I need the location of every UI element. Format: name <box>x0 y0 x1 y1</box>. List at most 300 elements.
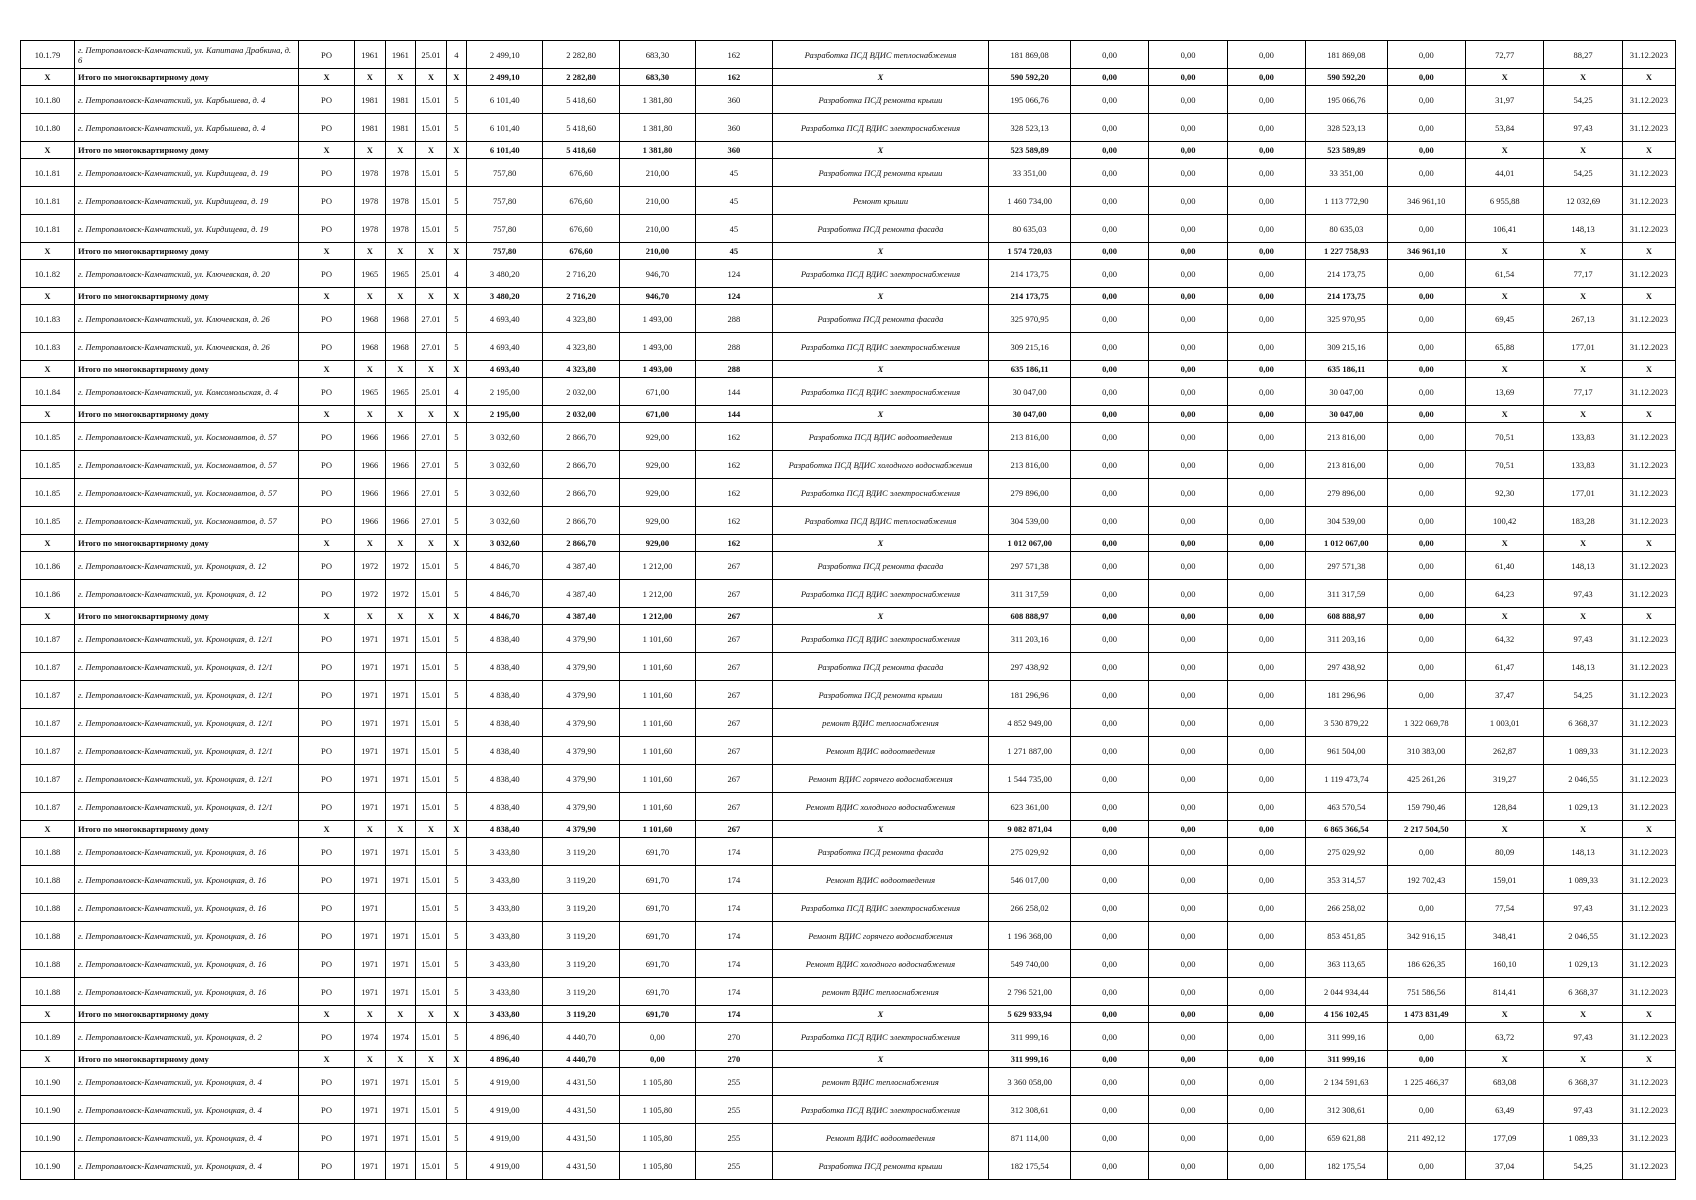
table-cell: 6 368,37 <box>1544 1068 1622 1096</box>
table-cell: 255 <box>696 1124 772 1152</box>
table-cell: 309 215,16 <box>1306 333 1387 361</box>
table-cell: X <box>385 69 416 86</box>
address-cell: г. Петропавловск-Камчатский, ул. Капитана Драбкина, д. 6 <box>74 41 298 69</box>
table-cell: 310 383,00 <box>1387 737 1465 765</box>
table-cell: 1 029,13 <box>1544 793 1622 821</box>
table-cell: РО <box>299 159 355 187</box>
table-cell: 0,00 <box>1387 507 1465 535</box>
table-cell: 25.01 <box>416 41 447 69</box>
table-cell: 15.01 <box>416 922 447 950</box>
table-cell: 0,00 <box>1070 838 1148 866</box>
table-cell: 15.01 <box>416 894 447 922</box>
table-cell: 174 <box>696 894 772 922</box>
table-row <box>21 625 1676 653</box>
table-cell: 0,00 <box>1070 681 1148 709</box>
table-cell: 270 <box>696 1051 772 1068</box>
table-cell: 0,00 <box>1149 288 1227 305</box>
table-cell: X <box>416 361 447 378</box>
table-cell: 1971 <box>385 866 416 894</box>
table-cell: РО <box>299 1023 355 1051</box>
table-cell: 1 101,60 <box>619 821 695 838</box>
table-cell: 27.01 <box>416 423 447 451</box>
table-cell: 0,00 <box>1070 821 1148 838</box>
table-cell: 70,51 <box>1466 423 1544 451</box>
table-cell: 0,00 <box>1227 507 1305 535</box>
table-cell: 3 032,60 <box>467 507 543 535</box>
table-cell: X <box>355 1006 386 1023</box>
subtotal-row <box>21 69 1676 86</box>
table-cell: 288 <box>696 361 772 378</box>
table-cell: 5 <box>446 507 466 535</box>
table-cell: X <box>416 535 447 552</box>
table-cell: X <box>446 142 466 159</box>
table-cell: 0,00 <box>1387 1152 1465 1180</box>
deadline-cell: X <box>1622 535 1675 552</box>
table-cell: 1968 <box>385 305 416 333</box>
table-cell: РО <box>299 451 355 479</box>
table-cell: 0,00 <box>1227 1152 1305 1180</box>
table-cell: 15.01 <box>416 765 447 793</box>
table-cell: 5 <box>446 552 466 580</box>
table-cell: X <box>1466 69 1544 86</box>
table-cell: 5 <box>446 922 466 950</box>
table-cell: X <box>1544 69 1622 86</box>
table-cell: 15.01 <box>416 737 447 765</box>
work-type-cell: ремонт ВДИС теплоснабжения <box>772 1068 989 1096</box>
deadline-cell: 31.12.2023 <box>1622 894 1675 922</box>
table-cell: 1971 <box>355 737 386 765</box>
table-cell: 2 796 521,00 <box>989 978 1070 1006</box>
table-cell: 37,04 <box>1466 1152 1544 1180</box>
table-cell: 1 381,80 <box>619 114 695 142</box>
table-cell: 162 <box>696 69 772 86</box>
table-cell: РО <box>299 793 355 821</box>
subtotal-row <box>21 1006 1676 1023</box>
table-cell: 4 693,40 <box>467 333 543 361</box>
table-cell: 1974 <box>385 1023 416 1051</box>
table-cell: X <box>385 1006 416 1023</box>
row-number-cell: 10.1.87 <box>21 737 75 765</box>
table-row <box>21 1096 1676 1124</box>
table-cell: 0,00 <box>1070 1096 1148 1124</box>
table-cell: X <box>416 1006 447 1023</box>
table-cell: 61,47 <box>1466 653 1544 681</box>
table-cell: X <box>355 288 386 305</box>
table-cell: X <box>299 69 355 86</box>
table-cell: X <box>385 535 416 552</box>
subtotal-label-cell: Итого по многоквартирному дому <box>74 406 298 423</box>
deadline-cell: 31.12.2023 <box>1622 681 1675 709</box>
row-number-cell: 10.1.89 <box>21 1023 75 1051</box>
table-cell: 297 438,92 <box>1306 653 1387 681</box>
table-cell: 1972 <box>385 580 416 608</box>
table-cell: 80 635,03 <box>1306 215 1387 243</box>
table-cell: 0,00 <box>1227 215 1305 243</box>
table-cell: 3 119,20 <box>543 866 619 894</box>
table-row <box>21 333 1676 361</box>
table-cell: 124 <box>696 260 772 288</box>
table-cell: 4 693,40 <box>467 305 543 333</box>
table-row <box>21 866 1676 894</box>
table-cell: 0,00 <box>1387 1023 1465 1051</box>
table-cell: 683,30 <box>619 69 695 86</box>
subtotal-row <box>21 361 1676 378</box>
table-cell: X <box>1544 821 1622 838</box>
table-cell: 15.01 <box>416 86 447 114</box>
table-cell: 0,00 <box>1227 580 1305 608</box>
table-cell: 144 <box>696 406 772 423</box>
table-cell: X <box>385 142 416 159</box>
table-cell: 946,70 <box>619 260 695 288</box>
table-cell: 2 044 934,44 <box>1306 978 1387 1006</box>
table-cell: 0,00 <box>1149 1096 1227 1124</box>
table-cell: 0,00 <box>1070 552 1148 580</box>
table-cell: 181 296,96 <box>989 681 1070 709</box>
table-cell: 72,77 <box>1466 41 1544 69</box>
table-cell: 0,00 <box>619 1023 695 1051</box>
table-cell: 0,00 <box>1227 608 1305 625</box>
table-cell: 0,00 <box>1149 187 1227 215</box>
table-cell: X <box>299 535 355 552</box>
table-cell: 54,25 <box>1544 681 1622 709</box>
table-cell: 463 570,54 <box>1306 793 1387 821</box>
table-cell: X <box>416 608 447 625</box>
table-cell: 1978 <box>385 215 416 243</box>
table-cell: 297 438,92 <box>989 653 1070 681</box>
table-cell: X <box>446 361 466 378</box>
table-cell: 1968 <box>355 333 386 361</box>
work-type-cell: Разработка ПСД ВДИС электроснабжения <box>772 260 989 288</box>
table-cell: 4 431,50 <box>543 1096 619 1124</box>
table-cell: РО <box>299 1152 355 1180</box>
table-cell: 0,00 <box>1070 114 1148 142</box>
table-cell: 0,00 <box>1227 41 1305 69</box>
table-cell: 0,00 <box>1070 1023 1148 1051</box>
table-cell: 275 029,92 <box>989 838 1070 866</box>
table-row <box>21 1068 1676 1096</box>
table-cell: 0,00 <box>1387 838 1465 866</box>
table-cell: 15.01 <box>416 1023 447 1051</box>
deadline-cell: X <box>1622 288 1675 305</box>
table-cell: 1966 <box>385 423 416 451</box>
table-cell: 1 212,00 <box>619 608 695 625</box>
row-number-cell: 10.1.84 <box>21 378 75 406</box>
table-cell: 1978 <box>385 187 416 215</box>
table-cell: 3 433,80 <box>467 838 543 866</box>
table-cell: X <box>385 1051 416 1068</box>
table-cell: 4 431,50 <box>543 1068 619 1096</box>
table-row <box>21 423 1676 451</box>
table-cell: 683,30 <box>619 41 695 69</box>
table-cell: 2 217 504,50 <box>1387 821 1465 838</box>
table-cell: 0,00 <box>1149 950 1227 978</box>
table-cell: 0,00 <box>1149 978 1227 1006</box>
row-number-cell: 10.1.86 <box>21 580 75 608</box>
table-cell: 0,00 <box>1070 793 1148 821</box>
table-cell: 0,00 <box>1149 86 1227 114</box>
table-cell: 353 314,57 <box>1306 866 1387 894</box>
table-cell: 27.01 <box>416 507 447 535</box>
deadline-cell: X <box>1622 361 1675 378</box>
table-cell: 162 <box>696 479 772 507</box>
table-cell: 255 <box>696 1152 772 1180</box>
table-cell: 0,00 <box>1149 305 1227 333</box>
table-cell: 213 816,00 <box>1306 423 1387 451</box>
table-cell: 0,00 <box>1070 1051 1148 1068</box>
table-cell: 1972 <box>385 552 416 580</box>
table-cell: 1981 <box>385 86 416 114</box>
table-cell: 1978 <box>385 159 416 187</box>
table-cell: 853 451,85 <box>1306 922 1387 950</box>
table-cell: 4 323,80 <box>543 361 619 378</box>
deadline-cell: 31.12.2023 <box>1622 305 1675 333</box>
table-cell: 0,00 <box>1070 305 1148 333</box>
table-cell: 0,00 <box>1070 215 1148 243</box>
deadline-cell: 31.12.2023 <box>1622 653 1675 681</box>
table-cell: 1981 <box>355 86 386 114</box>
table-cell: РО <box>299 580 355 608</box>
table-cell: X <box>1544 535 1622 552</box>
table-cell: 27.01 <box>416 451 447 479</box>
row-number-cell: 10.1.81 <box>21 159 75 187</box>
table-cell: 77,17 <box>1544 260 1622 288</box>
table-cell: 3 119,20 <box>543 838 619 866</box>
deadline-cell: 31.12.2023 <box>1622 1023 1675 1051</box>
table-cell: 691,70 <box>619 866 695 894</box>
table-cell: X <box>416 288 447 305</box>
table-cell: 0,00 <box>1070 41 1148 69</box>
table-cell: 15.01 <box>416 159 447 187</box>
table-row <box>21 86 1676 114</box>
table-cell: 4 838,40 <box>467 793 543 821</box>
table-cell: 1965 <box>385 378 416 406</box>
row-number-cell: 10.1.90 <box>21 1096 75 1124</box>
table-cell: 0,00 <box>1149 838 1227 866</box>
table-cell: 177,01 <box>1544 333 1622 361</box>
table-cell: 1 012 067,00 <box>989 535 1070 552</box>
table-cell: X <box>446 535 466 552</box>
table-cell: X <box>1466 1006 1544 1023</box>
table-cell: 0,00 <box>1227 793 1305 821</box>
table-cell: 4 379,90 <box>543 681 619 709</box>
table-cell: 0,00 <box>1387 288 1465 305</box>
table-cell: 181 296,96 <box>1306 681 1387 709</box>
row-number-cell: X <box>21 243 75 260</box>
table-cell: 0,00 <box>1387 86 1465 114</box>
table-cell: 0,00 <box>1387 1051 1465 1068</box>
work-type-cell: Ремонт ВДИС холодного водоснабжения <box>772 793 989 821</box>
table-cell: 1965 <box>385 260 416 288</box>
table-cell: 25.01 <box>416 260 447 288</box>
row-number-cell: 10.1.81 <box>21 187 75 215</box>
table-cell: 929,00 <box>619 451 695 479</box>
table-cell: 148,13 <box>1544 552 1622 580</box>
table-cell: 4 846,70 <box>467 552 543 580</box>
table-cell: 871 114,00 <box>989 1124 1070 1152</box>
table-cell: 30 047,00 <box>989 406 1070 423</box>
table-cell: 12 032,69 <box>1544 187 1622 215</box>
table-cell: 691,70 <box>619 1006 695 1023</box>
table-cell: 0,00 <box>1149 681 1227 709</box>
table-cell: 5 <box>446 86 466 114</box>
repair-program-table <box>20 40 1676 1180</box>
table-cell: 133,83 <box>1544 451 1622 479</box>
table-cell: 3 433,80 <box>467 1006 543 1023</box>
table-cell: 0,00 <box>1387 608 1465 625</box>
table-cell: 1966 <box>385 507 416 535</box>
table-cell: X <box>416 406 447 423</box>
table-row <box>21 378 1676 406</box>
address-cell: г. Петропавловск-Камчатский, ул. Кроноцкая, д. 16 <box>74 978 298 1006</box>
table-cell: 195 066,76 <box>989 86 1070 114</box>
table-cell: 0,00 <box>1070 625 1148 653</box>
table-cell: 608 888,97 <box>989 608 1070 625</box>
table-row <box>21 838 1676 866</box>
table-cell: 182 175,54 <box>1306 1152 1387 1180</box>
work-type-cell: Разработка ПСД ремонта фасада <box>772 215 989 243</box>
table-cell: X <box>1544 406 1622 423</box>
table-cell: 1971 <box>355 1152 386 1180</box>
table-cell: 0,00 <box>1227 709 1305 737</box>
table-cell: X <box>1466 361 1544 378</box>
table-cell: 1971 <box>385 1124 416 1152</box>
table-cell: 1 101,60 <box>619 793 695 821</box>
table-cell: 0,00 <box>1227 114 1305 142</box>
work-type-cell: X <box>772 406 989 423</box>
table-cell: 311 203,16 <box>1306 625 1387 653</box>
table-cell: 3 433,80 <box>467 922 543 950</box>
table-cell: 182 175,54 <box>989 1152 1070 1180</box>
row-number-cell: 10.1.83 <box>21 333 75 361</box>
table-cell: 2 716,20 <box>543 260 619 288</box>
table-cell: 3 360 058,00 <box>989 1068 1070 1096</box>
table-cell: 1971 <box>385 625 416 653</box>
table-cell: 0,00 <box>1227 260 1305 288</box>
table-cell: 0,00 <box>1149 821 1227 838</box>
table-cell: 2 046,55 <box>1544 765 1622 793</box>
table-cell: X <box>385 361 416 378</box>
table-cell: 77,54 <box>1466 894 1544 922</box>
address-cell: г. Петропавловск-Камчатский, ул. Кроноцкая, д. 16 <box>74 838 298 866</box>
table-cell: 325 970,95 <box>989 305 1070 333</box>
table-cell: 0,00 <box>1070 423 1148 451</box>
work-type-cell: Ремонт ВДИС холодного водоснабжения <box>772 950 989 978</box>
work-type-cell: Ремонт крыши <box>772 187 989 215</box>
table-cell: 5 <box>446 765 466 793</box>
table-cell: X <box>1466 406 1544 423</box>
table-cell: 6 101,40 <box>467 142 543 159</box>
table-cell: 15.01 <box>416 838 447 866</box>
work-type-cell: Разработка ПСД ВДИС электроснабжения <box>772 114 989 142</box>
address-cell: г. Петропавловск-Камчатский, ул. Кроноцкая, д. 16 <box>74 866 298 894</box>
address-cell: г. Петропавловск-Камчатский, ул. Кроноцкая, д. 12 <box>74 580 298 608</box>
table-cell: РО <box>299 378 355 406</box>
table-cell: 2 282,80 <box>543 41 619 69</box>
table-cell: 97,43 <box>1544 625 1622 653</box>
table-cell: РО <box>299 215 355 243</box>
subtotal-label-cell: Итого по многоквартирному дому <box>74 608 298 625</box>
table-cell: 4 919,00 <box>467 1068 543 1096</box>
deadline-cell: 31.12.2023 <box>1622 552 1675 580</box>
table-cell: 4 838,40 <box>467 821 543 838</box>
table-cell: X <box>299 142 355 159</box>
table-cell: 5 <box>446 978 466 1006</box>
table-cell: 1 493,00 <box>619 333 695 361</box>
table-cell: 0,00 <box>1387 361 1465 378</box>
address-cell: г. Петропавловск-Камчатский, ул. Кроноцкая, д. 12/1 <box>74 737 298 765</box>
table-cell: 2 866,70 <box>543 479 619 507</box>
table-cell: 279 896,00 <box>1306 479 1387 507</box>
table-cell: 0,00 <box>1070 243 1148 260</box>
address-cell: г. Петропавловск-Камчатский, ул. Кирдищева, д. 19 <box>74 215 298 243</box>
table-cell: 4 387,40 <box>543 608 619 625</box>
deadline-cell: 31.12.2023 <box>1622 950 1675 978</box>
address-cell: г. Петропавловск-Камчатский, ул. Кроноцкая, д. 16 <box>74 922 298 950</box>
table-cell: 0,00 <box>1070 451 1148 479</box>
table-cell: 267,13 <box>1544 305 1622 333</box>
address-cell: г. Петропавловск-Камчатский, ул. Кирдищева, д. 19 <box>74 159 298 187</box>
work-type-cell: Разработка ПСД ВДИС электроснабжения <box>772 378 989 406</box>
work-type-cell: X <box>772 821 989 838</box>
table-cell: 4 379,90 <box>543 653 619 681</box>
work-type-cell: Разработка ПСД ВДИС электроснабжения <box>772 1096 989 1124</box>
table-cell: 0,00 <box>1149 507 1227 535</box>
table-cell: X <box>1466 288 1544 305</box>
table-cell: 348,41 <box>1466 922 1544 950</box>
table-cell: X <box>1466 821 1544 838</box>
table-cell: 676,60 <box>543 215 619 243</box>
address-cell: г. Петропавловск-Камчатский, ул. Ключевская, д. 26 <box>74 305 298 333</box>
work-type-cell: Ремонт ВДИС водоотведения <box>772 866 989 894</box>
table-row <box>21 709 1676 737</box>
table-cell: 162 <box>696 451 772 479</box>
work-type-cell: Ремонт ВДИС водоотведения <box>772 1124 989 1152</box>
address-cell: г. Петропавловск-Камчатский, ул. Кроноцкая, д. 12/1 <box>74 681 298 709</box>
address-cell: г. Петропавловск-Камчатский, ул. Кирдищева, д. 19 <box>74 187 298 215</box>
table-cell: 3 119,20 <box>543 1006 619 1023</box>
table-cell: 27.01 <box>416 333 447 361</box>
document-page <box>20 40 1676 1180</box>
table-cell: 0,00 <box>1070 187 1148 215</box>
table-cell: 1 101,60 <box>619 681 695 709</box>
table-cell: 5 <box>446 1023 466 1051</box>
table-cell: 1 493,00 <box>619 361 695 378</box>
table-row <box>21 765 1676 793</box>
address-cell: г. Петропавловск-Камчатский, ул. Кроноцкая, д. 16 <box>74 894 298 922</box>
table-cell: 4 896,40 <box>467 1051 543 1068</box>
subtotal-label-cell: Итого по многоквартирному дому <box>74 288 298 305</box>
table-cell: 1971 <box>355 1068 386 1096</box>
work-type-cell: Ремонт ВДИС водоотведения <box>772 737 989 765</box>
table-cell: 0,00 <box>1227 866 1305 894</box>
table-cell: 1971 <box>385 793 416 821</box>
address-cell: г. Петропавловск-Камчатский, ул. Космонавтов, д. 57 <box>74 451 298 479</box>
table-cell: 1966 <box>355 451 386 479</box>
deadline-cell: X <box>1622 69 1675 86</box>
table-cell: 0,00 <box>1227 950 1305 978</box>
row-number-cell: 10.1.87 <box>21 793 75 821</box>
table-cell: 676,60 <box>543 187 619 215</box>
table-cell: 0,00 <box>1227 406 1305 423</box>
table-cell: 0,00 <box>1149 1068 1227 1096</box>
table-cell: 1971 <box>355 894 386 922</box>
table-cell: 311 317,59 <box>989 580 1070 608</box>
table-cell: 1971 <box>355 838 386 866</box>
table-cell: 15.01 <box>416 1068 447 1096</box>
table-cell: 1966 <box>385 451 416 479</box>
table-row <box>21 580 1676 608</box>
table-cell: X <box>1466 243 1544 260</box>
